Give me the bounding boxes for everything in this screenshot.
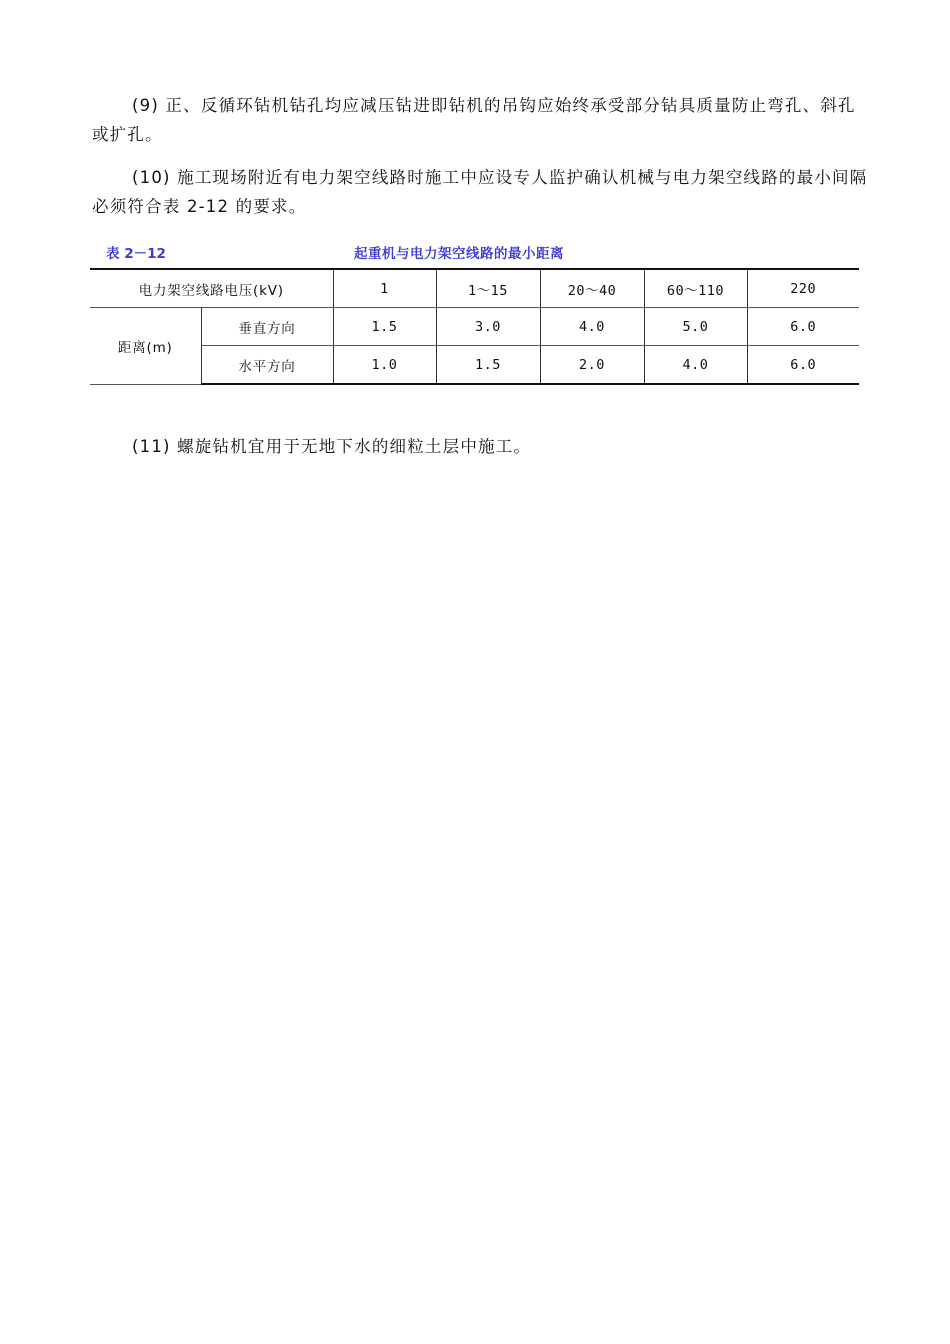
voltage-cell: 1～15 — [436, 269, 540, 308]
table-number: 表 2－12 — [106, 246, 166, 262]
voltage-cell: 220 — [747, 269, 859, 308]
voltage-cell: 1 — [333, 269, 436, 308]
horizontal-distance-row — [90, 346, 859, 385]
distance-value-cell: 2.0 — [540, 346, 644, 385]
vertical-direction-label: 垂直方向 — [201, 308, 333, 346]
table-title: 起重机与电力架空线路的最小距离 — [354, 246, 564, 262]
distance-value-cell: 4.0 — [644, 346, 747, 385]
paragraph-10 — [92, 163, 872, 221]
paragraph-11 — [92, 432, 872, 461]
paragraph-11-text: (11) 螺旋钻机宜用于无地下水的细粒土层中施工。 — [132, 437, 532, 456]
vertical-distance-row — [90, 308, 859, 346]
distance-value-cell: 4.0 — [540, 308, 644, 346]
distance-label-cell: 距离(m) — [90, 308, 201, 385]
distance-value-cell: 1.0 — [333, 346, 436, 385]
distance-value-cell: 6.0 — [747, 308, 859, 346]
voltage-row — [90, 269, 859, 308]
distance-value-cell: 1.5 — [436, 346, 540, 385]
horizontal-direction-label: 水平方向 — [201, 346, 333, 385]
voltage-cell: 60～110 — [644, 269, 747, 308]
paragraph-9-text: (9) 正、反循环钻机钻孔均应减压钻进即钻机的吊钩应始终承受部分钻具质量防止弯孔、斜孔或扩孔。 — [92, 96, 856, 144]
distance-value-cell: 6.0 — [747, 346, 859, 385]
clearance-table — [90, 268, 859, 385]
voltage-cell: 20～40 — [540, 269, 644, 308]
paragraph-10-text: (10) 施工现场附近有电力架空线路时施工中应设专人监护确认机械与电力架空线路的最小间隔 必须符合表 2-12 的要求。 — [92, 168, 868, 216]
distance-value-cell: 5.0 — [644, 308, 747, 346]
table-caption — [90, 240, 860, 262]
distance-value-cell: 3.0 — [436, 308, 540, 346]
distance-value-cell: 1.5 — [333, 308, 436, 346]
voltage-header-cell: 电力架空线路电压(kV) — [90, 269, 333, 308]
paragraph-9 — [92, 91, 872, 149]
